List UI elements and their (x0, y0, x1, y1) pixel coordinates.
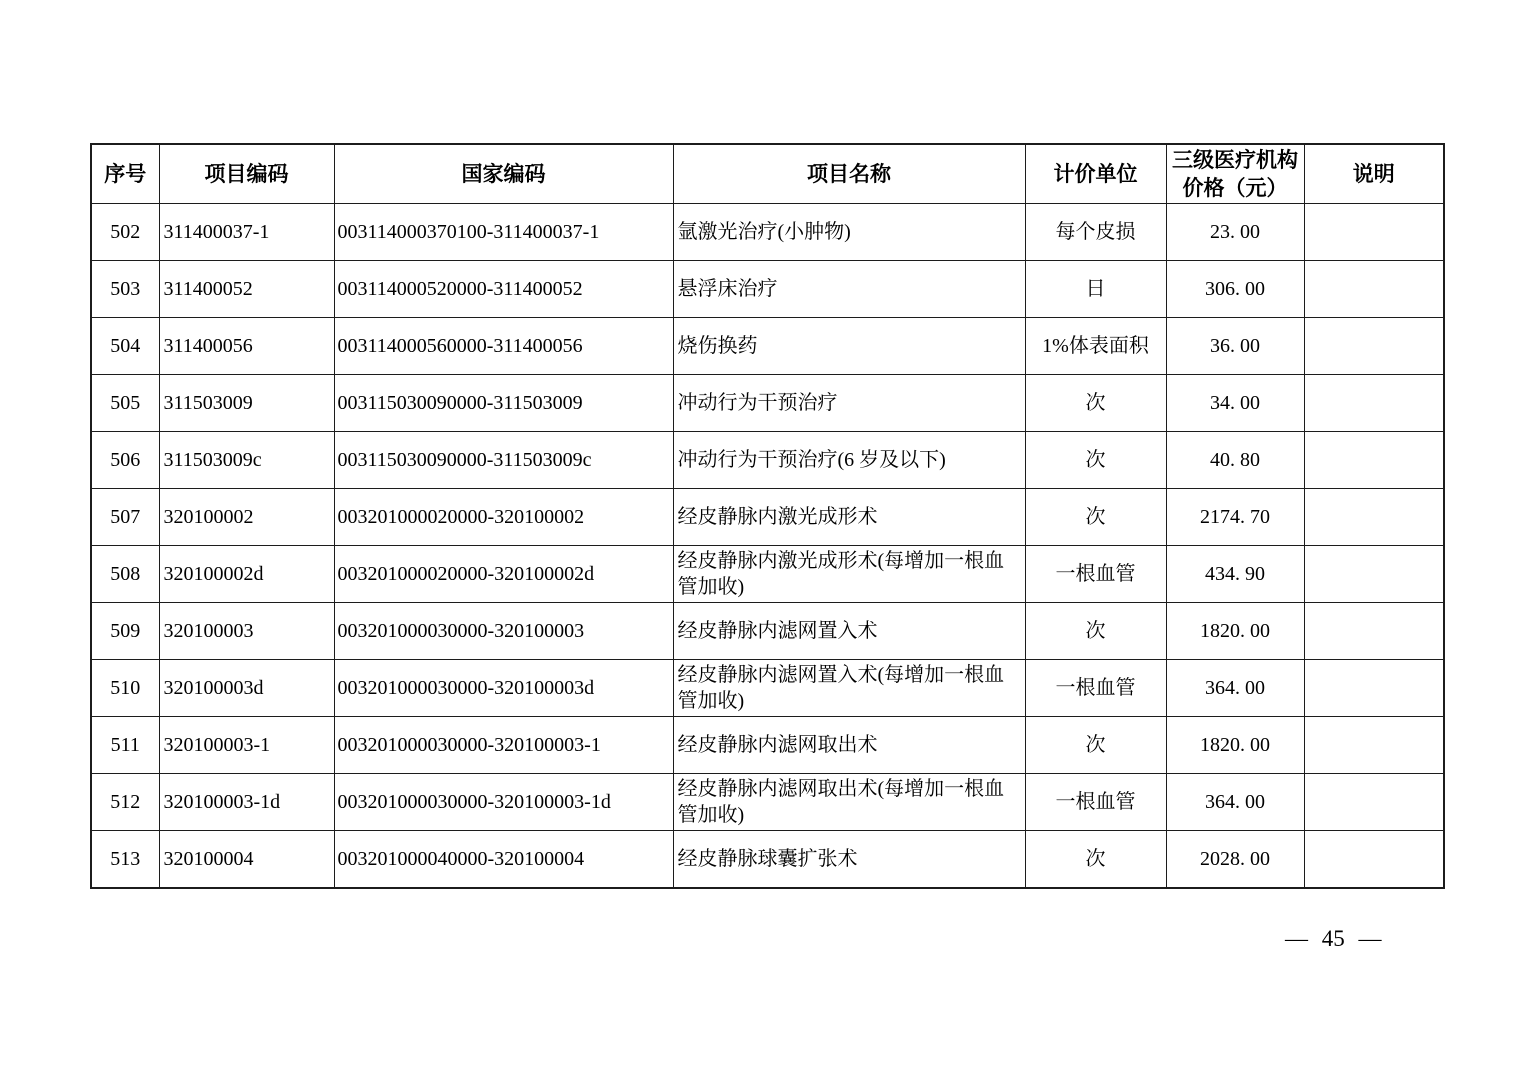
cell-seq: 508 (91, 546, 159, 603)
cell-item-name: 烧伤换药 (673, 318, 1025, 375)
table-row (91, 546, 1444, 603)
cell-item-code: 311400052 (159, 261, 334, 318)
table-row (91, 717, 1444, 774)
cell-item-code: 320100004 (159, 831, 334, 889)
table-row (91, 432, 1444, 489)
cell-unit: 次 (1025, 603, 1166, 660)
cell-seq: 510 (91, 660, 159, 717)
cell-unit: 一根血管 (1025, 546, 1166, 603)
cell-item-code: 320100003d (159, 660, 334, 717)
cell-item-name: 经皮静脉内激光成形术(每增加一根血管加收) (673, 546, 1025, 603)
cell-note (1304, 774, 1444, 831)
cell-seq: 502 (91, 204, 159, 261)
cell-national-code: 003201000020000-320100002d (334, 546, 673, 603)
table-row (91, 603, 1444, 660)
table-row (91, 375, 1444, 432)
cell-price: 36. 00 (1166, 318, 1304, 375)
cell-unit: 次 (1025, 717, 1166, 774)
cell-price: 34. 00 (1166, 375, 1304, 432)
cell-price: 1820. 00 (1166, 603, 1304, 660)
cell-national-code: 003201000020000-320100002 (334, 489, 673, 546)
cell-price: 434. 90 (1166, 546, 1304, 603)
table-row (91, 831, 1444, 889)
cell-price: 364. 00 (1166, 774, 1304, 831)
cell-note (1304, 489, 1444, 546)
cell-note (1304, 717, 1444, 774)
cell-unit: 日 (1025, 261, 1166, 318)
header-note: 说明 (1304, 144, 1444, 204)
header-item-name: 项目名称 (673, 144, 1025, 204)
cell-national-code: 003201000030000-320100003-1 (334, 717, 673, 774)
cell-note (1304, 546, 1444, 603)
cell-seq: 506 (91, 432, 159, 489)
cell-note (1304, 261, 1444, 318)
header-item-code: 项目编码 (159, 144, 334, 204)
cell-unit: 1%体表面积 (1025, 318, 1166, 375)
cell-item-code: 320100002 (159, 489, 334, 546)
table-row (91, 318, 1444, 375)
cell-item-code: 320100003 (159, 603, 334, 660)
cell-note (1304, 204, 1444, 261)
cell-unit: 次 (1025, 432, 1166, 489)
cell-item-name: 冲动行为干预治疗(6 岁及以下) (673, 432, 1025, 489)
cell-item-name: 氩激光治疗(小肿物) (673, 204, 1025, 261)
cell-price: 23. 00 (1166, 204, 1304, 261)
cell-note (1304, 432, 1444, 489)
cell-note (1304, 831, 1444, 889)
cell-item-code: 320100003-1d (159, 774, 334, 831)
header-seq: 序号 (91, 144, 159, 204)
cell-national-code: 003114000520000-311400052 (334, 261, 673, 318)
cell-price: 306. 00 (1166, 261, 1304, 318)
header-price: 三级医疗机构价格（元） (1166, 144, 1304, 204)
cell-seq: 513 (91, 831, 159, 889)
table-row (91, 660, 1444, 717)
cell-unit: 次 (1025, 489, 1166, 546)
cell-unit: 一根血管 (1025, 660, 1166, 717)
cell-national-code: 003201000030000-320100003d (334, 660, 673, 717)
cell-item-code: 311400056 (159, 318, 334, 375)
cell-national-code: 003201000030000-320100003-1d (334, 774, 673, 831)
cell-item-name: 悬浮床治疗 (673, 261, 1025, 318)
header-unit: 计价单位 (1025, 144, 1166, 204)
cell-seq: 511 (91, 717, 159, 774)
cell-item-code: 311400037-1 (159, 204, 334, 261)
cell-unit: 次 (1025, 375, 1166, 432)
cell-price: 1820. 00 (1166, 717, 1304, 774)
table-row (91, 774, 1444, 831)
cell-seq: 509 (91, 603, 159, 660)
cell-note (1304, 603, 1444, 660)
cell-national-code: 003201000030000-320100003 (334, 603, 673, 660)
cell-note (1304, 660, 1444, 717)
cell-note (1304, 318, 1444, 375)
cell-seq: 505 (91, 375, 159, 432)
cell-item-name: 经皮静脉内滤网取出术(每增加一根血管加收) (673, 774, 1025, 831)
cell-item-code: 311503009c (159, 432, 334, 489)
price-table (90, 143, 1445, 889)
page-number: — 45 — (1285, 926, 1382, 951)
table-row (91, 204, 1444, 261)
cell-item-name: 经皮静脉内激光成形术 (673, 489, 1025, 546)
cell-seq: 507 (91, 489, 159, 546)
cell-price: 364. 00 (1166, 660, 1304, 717)
cell-unit: 一根血管 (1025, 774, 1166, 831)
cell-price: 2028. 00 (1166, 831, 1304, 889)
cell-seq: 503 (91, 261, 159, 318)
cell-item-code: 320100003-1 (159, 717, 334, 774)
cell-national-code: 003201000040000-320100004 (334, 831, 673, 889)
cell-national-code: 003115030090000-311503009 (334, 375, 673, 432)
cell-item-name: 经皮静脉内滤网取出术 (673, 717, 1025, 774)
cell-seq: 504 (91, 318, 159, 375)
cell-item-name: 经皮静脉内滤网置入术(每增加一根血管加收) (673, 660, 1025, 717)
cell-unit: 每个皮损 (1025, 204, 1166, 261)
table-row (91, 261, 1444, 318)
table-header-row (91, 144, 1444, 204)
cell-seq: 512 (91, 774, 159, 831)
cell-price: 2174. 70 (1166, 489, 1304, 546)
cell-unit: 次 (1025, 831, 1166, 889)
cell-national-code: 003115030090000-311503009c (334, 432, 673, 489)
cell-item-name: 经皮静脉球囊扩张术 (673, 831, 1025, 889)
cell-national-code: 003114000560000-311400056 (334, 318, 673, 375)
header-national-code: 国家编码 (334, 144, 673, 204)
cell-item-name: 冲动行为干预治疗 (673, 375, 1025, 432)
cell-item-code: 311503009 (159, 375, 334, 432)
cell-note (1304, 375, 1444, 432)
cell-item-name: 经皮静脉内滤网置入术 (673, 603, 1025, 660)
table-row (91, 489, 1444, 546)
cell-price: 40. 80 (1166, 432, 1304, 489)
cell-item-code: 320100002d (159, 546, 334, 603)
cell-national-code: 003114000370100-311400037-1 (334, 204, 673, 261)
